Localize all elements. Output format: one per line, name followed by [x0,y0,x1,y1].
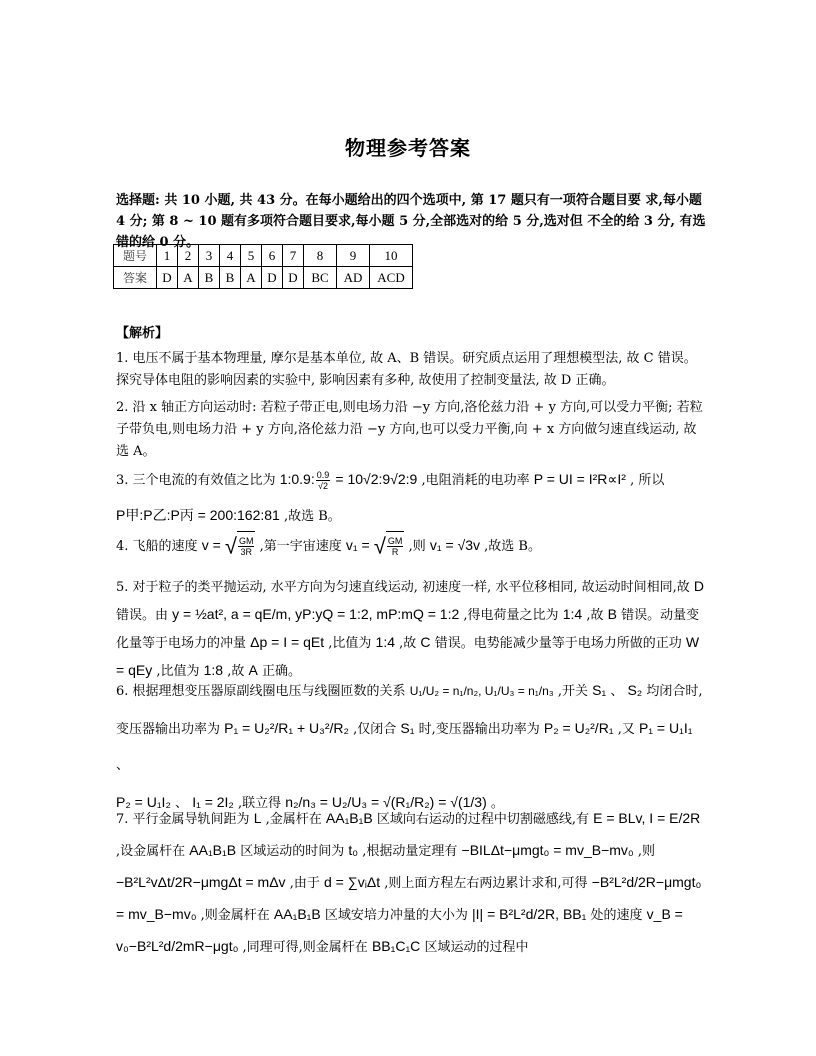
solution-2: 2. 沿 x 轴正方向运动时: 若粒子带正电,则电场力沿 −y 方向,洛伦兹力沿 + y 方向,可以受力平衡; 若粒子带负电,则电场力沿 + y 方向,洛伦兹力沿 −y 方向,也可以受力平衡,向 + x 方向做匀速直线运动, 故选 A。 [116,400,703,459]
question-cell: 8 [304,245,337,267]
answer-cell: D [262,267,283,289]
formula: −BILΔt−μmgt₀ = mv_B−mv₀ [461,842,634,858]
solution-7-text: ,设金属杆在 [116,844,186,859]
variable: L [253,810,262,826]
solution-4-text: ,则 [408,539,426,554]
solution-7-text: ,则 [637,844,656,859]
ratio: 1:4 [562,606,583,622]
formula: y = ½at², a = qE/m, yP:yQ = 1:2, mP:mQ = 1:2 [172,606,460,622]
answer-cell: B [220,267,241,289]
solution-6-text: 。 [490,796,504,811]
numerator: 0.9 [316,470,330,480]
formula: I₁ = 2I₂ [192,794,234,810]
solution-4-text: 4. 飞船的速度 [116,539,198,554]
solution-6-text: 、 [175,796,189,811]
solution-7-text: 处的速度 [590,908,643,923]
solution-3-text: ,故选 B。 [283,509,341,524]
intro-paragraph: 选择题: 共 10 小题, 共 43 分。在每小题给出的四个选项中, 第 17 题只有一项符合题目要 求,每小题 4 分; 第 8 ~ 10 题有多项符合题目要求,每小题 5 分,全部选对的给 5 分,选对但 不全的给 3 分, 有选错的给 0 分。 [116,193,706,250]
answer-cell: A [241,267,262,289]
answer-cell: A [178,267,199,289]
solution-7-text: 区域向右运动的过程中切割磁感线,有 [376,812,589,827]
numerator: GM [387,536,403,546]
formula: d = ∑vᵢΔt [323,874,381,890]
solution-6-text: ,又 [617,722,635,737]
formula: v = [201,537,221,553]
option-letter: A [248,662,258,678]
answer-cell: AD [337,267,370,289]
region-label: AA₁B₁B [189,842,237,858]
region-label: BB₁C₁C [371,938,421,954]
denominator: 3R [240,547,252,557]
solution-5-text: ,故 [586,608,604,623]
sqrt-fraction: √ $\frac{GM}{R}$ [374,531,405,562]
formula: P₂ = U₂²/R₁ [543,720,614,736]
solution-6-text: ,仅闭合 [353,722,397,737]
solution-5 [116,573,706,685]
switch-label: S₂ [627,682,643,698]
solution-7-text: ,则上面方程左右两边累计求和,可得 [384,876,588,891]
ratio-left: 1:0.9: [279,471,315,487]
solution-5-text: ,比值为 [328,636,372,651]
formula: P₂ = U₁I₂ [116,794,171,810]
formula: −B²L²vΔt/2R−μmgΔt = mΔv [116,874,286,890]
power-formula: P = UI = I²R∝I² [533,471,626,487]
solution-5-text: 正确。 [262,664,302,679]
formula: v_B = v₀−B²L²d/2mR−μgt₀ [116,906,683,954]
question-cell: 7 [283,245,304,267]
region-label: AA₁B₁B [273,906,321,922]
header-answer: 答案 [114,267,157,289]
solution-4-text: ,第一宇宙速度 [259,539,342,554]
solution-5-text: ,比值为 [156,664,200,679]
option-letter: C [420,634,431,650]
option-letter: B [607,606,617,622]
solution-3-text: ,电阻消耗的电功率 [421,473,530,488]
solution-7-text: 7. 平行金属导轨间距为 [116,812,250,827]
solution-7-text: 区域运动的时间为 [240,844,345,859]
formula: U₁/U₂ = n₁/n₂, U₁/U₃ = n₁/n₃ [409,684,554,698]
solution-6-text: ,联立得 [238,796,282,811]
switch-label: S₁ [400,720,415,736]
ratio-right: = 10√2:9√2:9 [335,471,418,487]
formula: Δp = I = qEt [250,634,325,650]
solution-6-text: 、 [116,758,130,773]
question-cell: 2 [178,245,199,267]
option-letter: D [693,578,704,594]
solution-7-text: 区域安培力冲量的大小为 [324,908,468,923]
solution-3 [116,462,706,534]
formula: v₁ = √3v [429,537,480,553]
solution-3-text: 3. 三个电流的有效值之比为 [116,473,276,488]
ratio: 1:4 [375,634,395,650]
answer-cell: D [283,267,304,289]
formula: n₂/n₃ = U₂/U₃ = √(R₁/R₂) = √(1/3) [285,794,487,810]
table-row-answers [114,267,413,289]
solution-4 [116,530,706,562]
solution-6-text: 时,变压器输出功率为 [418,722,540,737]
fraction [316,470,331,491]
answer-cell: BC [304,267,337,289]
region-label: AA₁B₁B [325,810,373,826]
table-row-questions [114,245,413,267]
solution-5-text: 5. 对于粒子的类平抛运动, 水平方向为匀速直线运动, 初速度一样, 水平位移相同, 故运动时间相同,故 [116,580,690,595]
question-cell: 4 [220,245,241,267]
formula: v₁ = [345,537,370,553]
formula: W = qEy [116,634,700,678]
solution-3-text: , 所以 [630,473,665,488]
question-cell: 9 [337,245,370,267]
solution-1: 1. 电压不属于基本物理量, 摩尔是基本单位, 故 A、B 错误。研究质点运用了理想模型法, 故 C 错误。探究导体电阻的影响因素的实验中, 影响因素有多种, 故使用了控制变量法, 故 D 正确。 [116,351,697,388]
solution-5-text: ,故 [399,636,417,651]
question-cell: 1 [157,245,178,267]
power-ratio: P甲:P乙:P丙 = 200:162:81 [116,507,280,523]
solution-7-text: ,金属杆在 [265,812,322,827]
solution-7-text: 区域运动的过程中 [424,940,529,955]
question-cell: 6 [262,245,283,267]
answer-cell: D [157,267,178,289]
solution-7-text: ,根据动量定理有 [362,844,458,859]
answer-cell: B [199,267,220,289]
question-cell: 5 [241,245,262,267]
solution-6 [116,672,706,822]
variable: t₀ [348,842,359,858]
numerator: GM [238,536,254,546]
solution-5-text: ,得电荷量之比为 [463,608,559,623]
solution-6-text: 、 [610,684,624,699]
question-cell: 10 [370,245,413,267]
header-question: 题号 [114,245,157,267]
solution-7 [116,803,706,963]
solution-5-text: 错误。由 [116,608,169,623]
formula: E = BLv, I = E/2R [593,810,701,826]
question-cell: 3 [199,245,220,267]
formula: P₁ = U₁I₁ [638,720,693,736]
solution-7-text: ,同理可得,则金属杆在 [242,940,368,955]
solution-6-text: 均闭合时,变压器输出功率为 [116,684,703,737]
solution-4-text: ,故选 B。 [484,539,541,554]
solution-6-text: ,开关 [557,684,588,699]
answer-table [113,244,413,289]
solution-5-text: 错误。动量变化量等于电场力的冲量 [116,608,700,651]
formula: −B²L²d/2R−μmgt₀ = mv_B−mv₀ [116,874,702,922]
page-title: 物理参考答案 [345,136,471,160]
denominator: R [391,547,399,557]
solution-6-text: 6. 根据理想变压器原副线圈电压与线圈匝数的关系 [116,684,406,699]
solution-5-text: ,故 [227,664,245,679]
switch-label: S₁ [592,682,607,698]
answer-cell: ACD [370,267,413,289]
ratio: 1:8 [203,662,224,678]
formula: |I| = B²L²d/2R, BB₁ [472,906,587,922]
solution-5-text: 错误。电势能减少量等于电场力所做的正功 [434,636,682,651]
denominator: √2 [318,481,328,491]
analysis-heading: 【解析】 [116,326,169,341]
solution-7-text: ,由于 [289,876,320,891]
formula: P₁ = U₂²/R₁ + U₃²/R₂ [224,720,349,736]
sqrt-fraction: √ $\frac{GM}{3R}$ [225,531,256,562]
solution-7-text: ,则金属杆在 [200,908,270,923]
